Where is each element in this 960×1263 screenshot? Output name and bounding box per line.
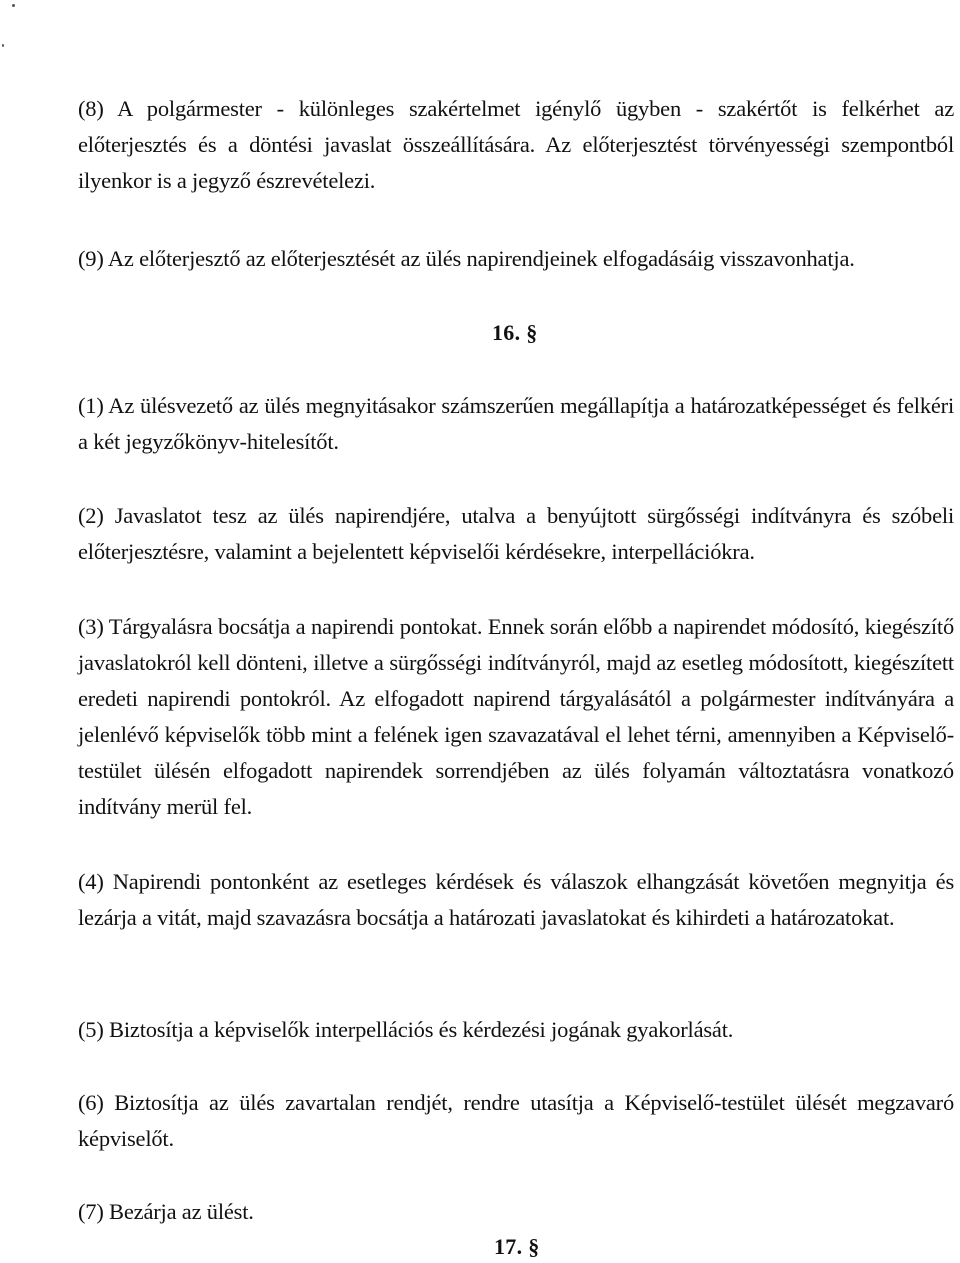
section-16-paragraph-7: (7) Bezárja az ülést. (78, 1199, 254, 1224)
section-16-paragraph-6: (6) Biztosítja az ülés zavartalan rendjét, rendre utasítja a Képviselő-testület ülését megzavaró képviselőt. (78, 1090, 954, 1151)
section-16-paragraph-1: (1) Az ülésvezető az ülés megnyitásakor számszerűen megállapítja a határozatképességet és felkéri a két jegyzőkönyv-hitelesítőt. (78, 393, 954, 454)
section-heading-17: 17. § (494, 1234, 540, 1259)
section-16-paragraph-5: (5) Biztosítja a képviselők interpellációs és kérdezési jogának gyakorlását. (78, 1017, 734, 1042)
scan-speck (12, 4, 15, 7)
section-16-paragraph-3: (3) Tárgyalásra bocsátja a napirendi pontokat. Ennek során előbb a napirendet módosító, kiegészítő javaslatokról kell dönteni, illetve a sürgősségi indítványról, majd az esetleg módosított, kiegészített eredeti napirendi pontokról. Az elfogadott napirend tárgyalásától a polgármester indítványára a jelenlévő képviselők több mint a felének igen szavazatával el lehet térni, amennyiben a Képviselő-testület ülésén elfogadott napirendek sorrendjében az ülés folyamán változtatásra vonatkozó indítvány merül fel. (78, 614, 954, 819)
section-16-paragraph-4: (4) Napirendi pontonként az esetleges kérdések és válaszok elhangzását követően megnyitja és lezárja a vitát, majd szavazásra bocsátja a határozati javaslatokat és kihirdeti a határozatokat. (78, 869, 954, 930)
section-heading-16: 16. § (492, 320, 538, 345)
paragraph-8: (8) A polgármester - különleges szakértelmet igénylő ügyben - szakértőt is felkérhet az előterjesztés és a döntési javaslat összeállítására. Az előterjesztést törvényességi szempontból ilyenkor is a jegyző észrevételezi. (78, 96, 954, 193)
scan-speck (2, 44, 4, 47)
paragraph-9: (9) Az előterjesztő az előterjesztését az ülés napirendjeinek elfogadásáig visszavonhatja. (78, 246, 855, 271)
section-16-paragraph-2: (2) Javaslatot tesz az ülés napirendjére, utalva a benyújtott sürgősségi indítványra és szóbeli előterjesztésre, valamint a bejelentett képviselői kérdésekre, interpellációkra. (78, 503, 954, 564)
